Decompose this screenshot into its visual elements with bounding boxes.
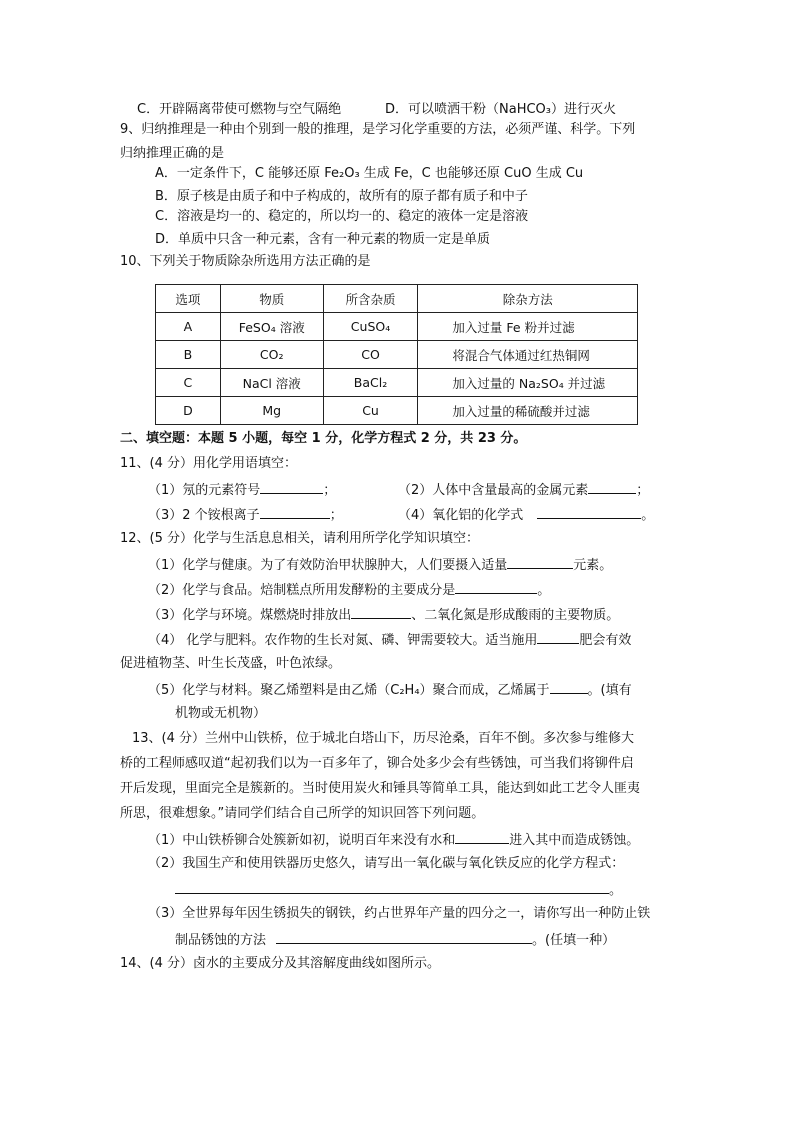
q10-stem: 10、下列关于物质除杂所选用方法正确的是: [120, 254, 371, 269]
q13-part3: （3）全世界每年因生锈损失的钢铁，约占世界年产量的四分之一，请你写出一种防止铁: [148, 906, 651, 921]
table-cell: FeSO₄ 溶液: [220, 313, 323, 341]
table-cell: 加入过量 Fe 粉并过滤: [418, 313, 638, 341]
q14-stem: 14、(4 分）卤水的主要成分及其溶解度曲线如图所示。: [120, 956, 441, 971]
table-cell: BaCl₂: [323, 369, 418, 397]
q12-part5-cont: 机物或无机物）: [175, 706, 267, 721]
table-row: [156, 313, 638, 341]
table-cell: NaCl 溶液: [220, 369, 323, 397]
answer-blank[interactable]: [351, 605, 411, 619]
answer-blank[interactable]: [588, 480, 636, 494]
q11-part3: （3）2 个铵根离子 ；: [148, 505, 343, 525]
q13-line2: 桥的工程师感叹道“起初我们以为一百多年了，铆合处多少会有些锈蚀，可当我们将铆件启: [120, 756, 634, 771]
q13-part1: （1）中山铁桥铆合处簇新如初，说明百年来没有水和 进入其中而造成锈蚀。: [148, 830, 639, 850]
answer-blank[interactable]: [175, 880, 609, 894]
table-cell: Cu: [323, 397, 418, 425]
table-header: 物质: [220, 285, 323, 313]
answer-blank[interactable]: [550, 680, 588, 694]
table-cell: Mg: [220, 397, 323, 425]
q9-option-d: D．单质中只含一种元素，含有一种元素的物质一定是单质: [155, 232, 491, 247]
q9-stem-line1: 9、归纳推理是一种由个别到一般的推理，是学习化学重要的方法，必须严谨、科学。下列: [120, 122, 636, 137]
table-header: 选项: [156, 285, 221, 313]
q11-part1: （1）氖的元素符号 ；: [148, 480, 336, 500]
q13-line3: 开后发现，里面完全是簇新的。当时使用炭火和锤具等简单工具，能达到如此工艺令人匪夷: [120, 781, 641, 796]
answer-blank[interactable]: [537, 630, 579, 644]
table-cell: CuSO₄: [323, 313, 418, 341]
q13-part2: （2）我国生产和使用铁器历史悠久，请写出一氧化碳与氧化铁反应的化学方程式：: [148, 856, 625, 871]
answer-blank[interactable]: [537, 505, 641, 519]
table-cell: 加入过量的 Na₂SO₄ 并过滤: [418, 369, 638, 397]
answer-blank[interactable]: [455, 580, 537, 594]
q11-part2: （2）人体中含量最高的金属元素 ；: [398, 480, 649, 500]
q8-option-d: D．可以喷洒干粉（NaHCO₃）进行灭火: [385, 102, 616, 117]
q12-part5: （5）化学与材料。聚乙烯塑料是由乙烯（C₂H₄）聚合而成，乙烯属于 。(填有: [148, 680, 632, 700]
q13-line4: 所思，很难想象。”请同学们结合自己所学的知识回答下列问题。: [120, 806, 485, 821]
q11-part4: （4）氧化铝的化学式 。: [398, 505, 654, 525]
table-cell: CO: [323, 341, 418, 369]
q13-part3-cont: 制品锈蚀的方法 。(任填一种）: [175, 930, 615, 950]
q9-stem-line2: 归纳推理正确的是: [120, 146, 225, 161]
table-row: [156, 369, 638, 397]
table-header-row: [156, 285, 638, 313]
table-row: [156, 397, 638, 425]
answer-blank[interactable]: [260, 480, 323, 494]
answer-blank[interactable]: [260, 505, 330, 519]
answer-blank[interactable]: [455, 830, 509, 844]
table-cell: C: [156, 369, 221, 397]
q9-option-c: C．溶液是均一的、稳定的，所以均一的、稳定的液体一定是溶液: [155, 209, 529, 224]
separation-table: [155, 284, 638, 425]
q12-part2: （2）化学与食品。焙制糕点所用发酵粉的主要成分是 。: [148, 580, 550, 600]
q11-stem: 11、(4 分）用化学用语填空：: [120, 456, 298, 471]
q13-part2-answer: 。: [175, 880, 622, 900]
q12-part3: （3）化学与环境。煤燃烧时排放出 、二氧化氮是形成酸雨的主要物质。: [148, 605, 619, 625]
q9-option-b: B．原子核是由质子和中子构成的，故所有的原子都有质子和中子: [155, 189, 528, 204]
q8-option-c: C．开辟隔离带使可燃物与空气隔绝: [137, 102, 342, 117]
section-title: 二、填空题：本题 5 小题，每空 1 分，化学方程式 2 分，共 23 分。: [120, 431, 527, 446]
table-cell: B: [156, 341, 221, 369]
q12-part4-cont: 促进植物茎、叶生长茂盛，叶色浓绿。: [120, 656, 342, 671]
table-cell: CO₂: [220, 341, 323, 369]
table-cell: D: [156, 397, 221, 425]
q9-option-a: A．一定条件下，C 能够还原 Fe₂O₃ 生成 Fe，C 也能够还原 CuO 生成 Cu: [155, 166, 584, 181]
table-cell: A: [156, 313, 221, 341]
table-cell: 加入过量的稀硫酸并过滤: [418, 397, 638, 425]
q12-part4: （4） 化学与肥料。农作物的生长对氮、磷、钾需要较大。适当施用 肥会有效: [148, 630, 631, 650]
table-header: 所含杂质: [323, 285, 418, 313]
answer-blank[interactable]: [276, 930, 532, 944]
q12-part1: （1）化学与健康。为了有效防治甲状腺肿大，人们要摄入适量 元素。: [148, 555, 612, 575]
table-cell: 将混合气体通过红热铜网: [418, 341, 638, 369]
q13-line1: 13、(4 分）兰州中山铁桥，位于城北白塔山下，历尽沧桑，百年不倒。多次参与维修大: [132, 731, 635, 746]
table-header: 除杂方法: [418, 285, 638, 313]
answer-blank[interactable]: [507, 555, 573, 569]
table-row: [156, 341, 638, 369]
q12-stem: 12、(5 分）化学与生活息息相关，请利用所学化学知识填空：: [120, 531, 480, 546]
